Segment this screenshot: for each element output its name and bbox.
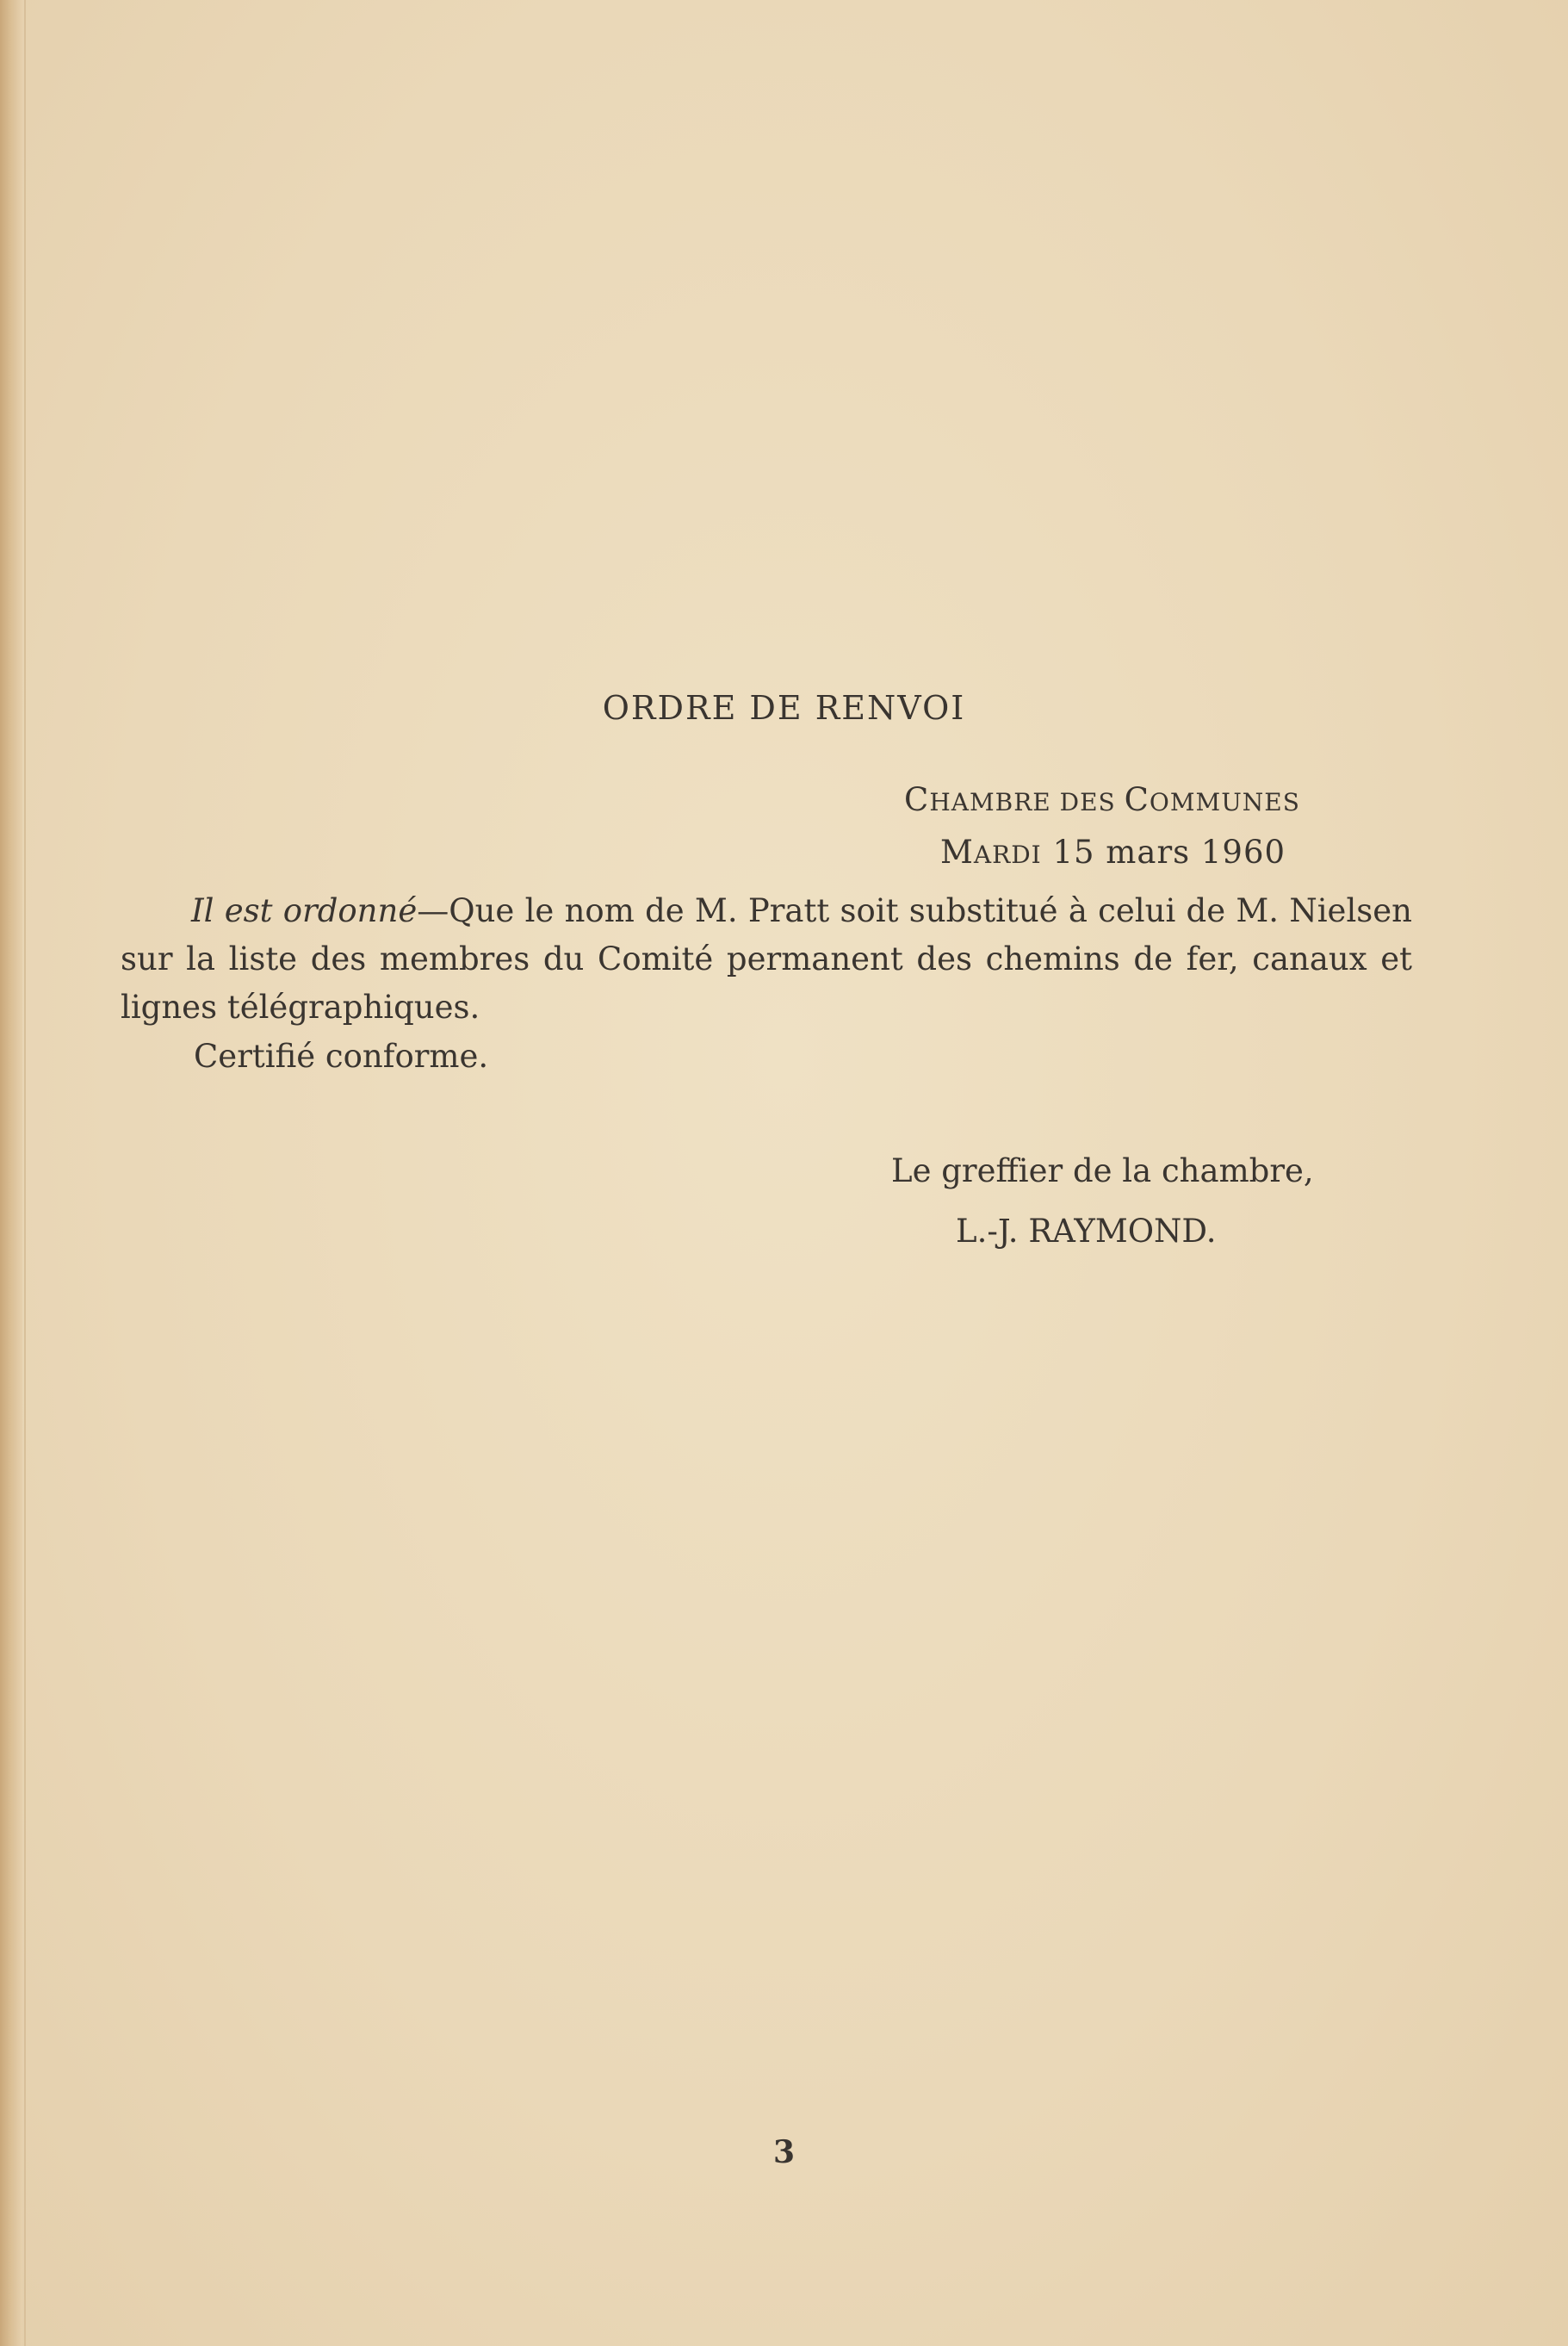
document-title: ORDRE DE RENVOI xyxy=(602,689,966,727)
session-date: MARDI 15 mars 1960 xyxy=(940,834,1286,871)
signature-block xyxy=(891,1141,1314,1262)
signatory-role: Le greffier de la chambre, xyxy=(891,1152,1314,1189)
certification-text: Certifié conforme. xyxy=(194,1038,489,1075)
page-binding-edge xyxy=(0,0,22,2346)
chamber-name: CHAMBRE DES COMMUNES xyxy=(904,781,1300,818)
signatory-name: L.-J. RAYMOND. xyxy=(956,1213,1217,1250)
order-text: —Que le nom de M. Pratt soit substitué à celui de M. Nielsen sur la liste des membres du Comité permanent des chemins de fer, canaux et lignes télégraphiques. xyxy=(121,892,1412,1026)
page-binding-line xyxy=(24,0,26,2346)
chamber-header xyxy=(904,775,1300,880)
page-number: 3 xyxy=(772,2134,796,2170)
order-lead: Il est ordonné xyxy=(191,892,418,929)
order-paragraph xyxy=(121,887,1412,1032)
